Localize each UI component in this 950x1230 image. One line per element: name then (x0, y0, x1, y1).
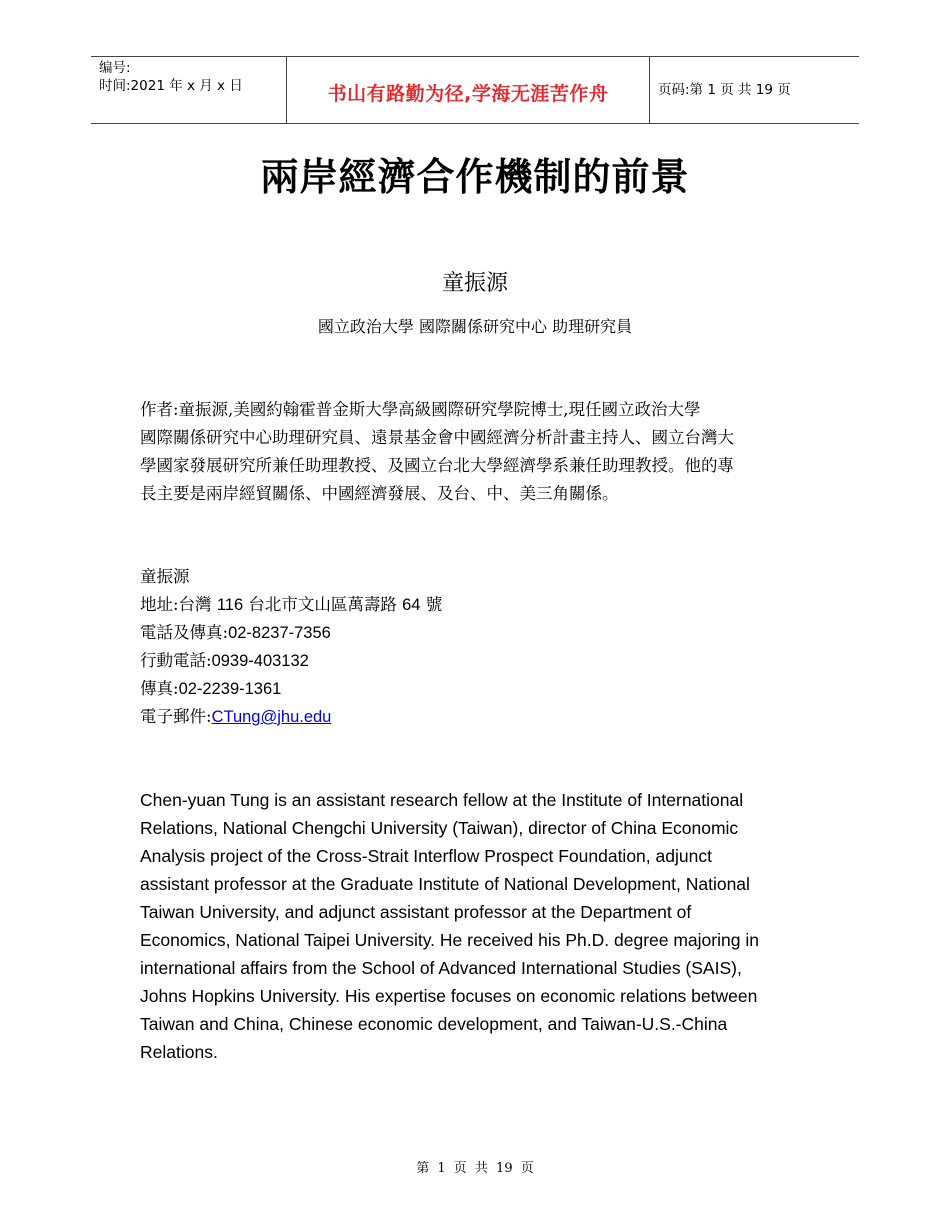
address-number: 64 (402, 596, 421, 614)
header-page-cell (650, 57, 859, 123)
author-affiliation: 國立政治大學 國際關係研究中心 助理研究員 (317, 317, 633, 336)
bio-en-line: Relations, National Chengchi University (Taiwan), director of China Economic (140, 818, 739, 838)
mobile-label: 行動電話: (140, 651, 212, 670)
phone-fax-label: 電話及傳真: (140, 623, 229, 642)
email-link[interactable]: CTung@jhu.edu (211, 708, 332, 726)
contact-block (140, 563, 840, 731)
address-mid: 台北市文山區萬壽路 (243, 595, 403, 614)
bio-en-line: Taiwan and China, Chinese economic development, and Taiwan-U.S.-China (140, 1014, 728, 1034)
mobile-value: 0939-403132 (211, 652, 309, 670)
address-zip: 116 (216, 596, 244, 614)
fax-label: 傳真: (140, 679, 179, 698)
bio-zh-line: 國際關係研究中心助理研究員、遠景基金會中國經濟分析計畫主持人、國立台灣大 (140, 428, 734, 447)
bio-en-line: international affairs from the School of Advanced International Studies (SAIS), (140, 958, 742, 978)
phone-fax-value: 02-8237-7356 (228, 624, 331, 642)
page-info: 页码:第 1 页 共 19 页 (658, 82, 791, 98)
address-end: 號 (420, 595, 443, 614)
bio-en-line: assistant professor at the Graduate Institute of National Development, National (140, 874, 750, 894)
contact-fax (140, 675, 840, 703)
motto-text: 书山有路勤为径,学海无涯苦作舟 (327, 83, 609, 105)
author-name: 童振源 (441, 271, 508, 296)
bio-zh-line: 長主要是兩岸經貿關係、中國經濟發展、及台、中、美三角關係。 (140, 484, 619, 503)
page-footer: 第 1 页 共 19 页 (416, 1161, 534, 1176)
bio-english (140, 786, 820, 1066)
header-meta-cell (91, 57, 287, 123)
header-motto-cell (287, 57, 650, 123)
bio-en-line: Johns Hopkins University. His expertise focuses on economic relations between (140, 986, 758, 1006)
fax-value: 02-2239-1361 (178, 680, 282, 698)
bio-en-line: Relations. (140, 1042, 218, 1062)
contact-mobile (140, 647, 840, 675)
number-label: 编号: (99, 60, 131, 76)
document-title: 兩岸經濟合作機制的前景 (260, 154, 690, 199)
bio-en-line: Economics, National Taipei University. He received his Ph.D. degree majoring in (140, 930, 759, 950)
contact-phone-fax (140, 619, 840, 647)
header-table (91, 56, 859, 124)
bio-chinese (140, 396, 820, 508)
contact-address (140, 591, 840, 619)
time-label: 时间:2021 年 x 月 x 日 (99, 78, 243, 94)
bio-en-line: Chen-yuan Tung is an assistant research fellow at the Institute of International (140, 790, 744, 810)
bio-zh-line: 學國家發展研究所兼任助理教授、及國立台北大學經濟學系兼任助理教授。他的專 (140, 456, 734, 475)
contact-name: 童振源 (140, 567, 190, 586)
bio-en-line: Analysis project of the Cross-Strait Interflow Prospect Foundation, adjunct (140, 846, 712, 866)
email-label: 電子郵件: (140, 707, 212, 726)
address-label: 地址:台灣 (140, 595, 217, 614)
bio-zh-line: 作者:童振源,美國約翰霍普金斯大學高級國際研究學院博士,現任國立政治大學 (140, 400, 701, 419)
contact-email (140, 703, 840, 731)
bio-en-line: Taiwan University, and adjunct assistant professor at the Department of (140, 902, 692, 922)
